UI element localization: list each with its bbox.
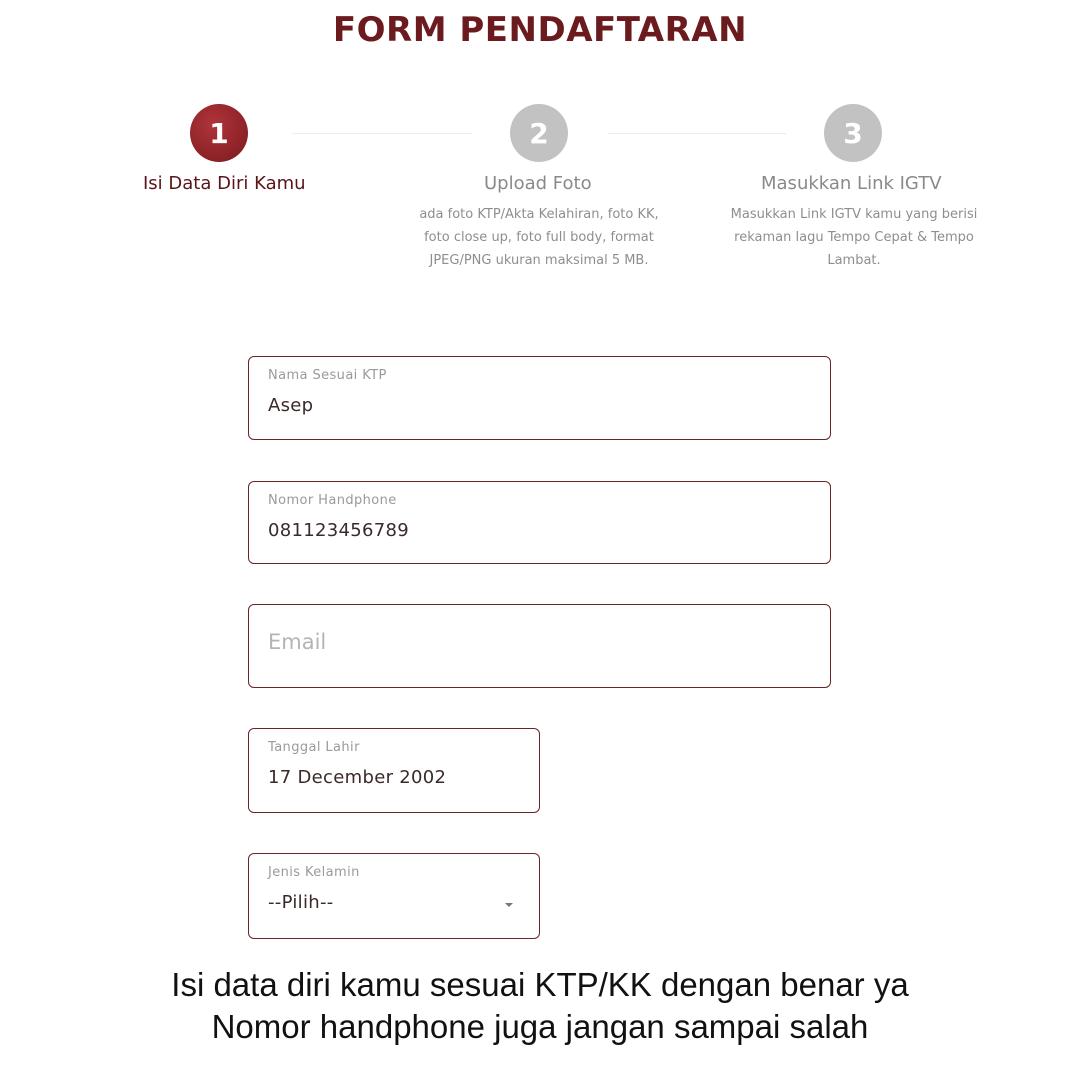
gender-select-value[interactable]: --Pilih--: [268, 892, 334, 913]
email-field[interactable]: [248, 604, 831, 688]
step-1-title: Isi Data Diri Kamu: [143, 173, 306, 194]
step-3-desc-line: Masukkan Link IGTV kamu yang berisi: [730, 207, 978, 222]
page-title: FORM PENDAFTARAN: [332, 10, 748, 50]
name-field-label: Nama Sesuai KTP: [268, 368, 387, 383]
step-2-desc-line: ada foto KTP/Akta Kelahiran, foto KK,: [419, 207, 659, 222]
step-1-circle[interactable]: 1: [190, 104, 248, 162]
gender-select[interactable]: [248, 853, 540, 939]
birthdate-field-value[interactable]: 17 December 2002: [268, 767, 447, 788]
phone-field-label: Nomor Handphone: [268, 493, 397, 508]
step-2-desc-line: JPEG/PNG ukuran maksimal 5 MB.: [429, 253, 649, 268]
caption-line-2: Nomor handphone juga jangan sampai salah: [211, 1008, 869, 1045]
step-2-circle[interactable]: 2: [510, 104, 568, 162]
name-field-value[interactable]: Asep: [268, 395, 314, 416]
step-connector-1: [292, 133, 472, 134]
email-field-placeholder[interactable]: Email: [268, 630, 327, 654]
step-2-description: [389, 203, 689, 272]
gender-select-label: Jenis Kelamin: [268, 865, 360, 880]
caption-line-1: Isi data diri kamu sesuai KTP/KK dengan benar ya: [171, 966, 909, 1003]
step-2-title: Upload Foto: [484, 173, 592, 194]
step-3-description: [704, 203, 1004, 272]
birthdate-field[interactable]: [248, 728, 540, 813]
step-3-title: Masukkan Link IGTV: [761, 173, 942, 194]
phone-field[interactable]: [248, 481, 831, 564]
step-3-desc-line: Lambat.: [827, 253, 881, 268]
phone-field-value[interactable]: 081123456789: [268, 520, 410, 541]
step-connector-2: [608, 133, 786, 134]
step-3-circle[interactable]: 3: [824, 104, 882, 162]
step-2-desc-line: foto close up, foto full body, format: [424, 230, 654, 245]
chevron-down-icon[interactable]: [505, 903, 513, 907]
birthdate-field-label: Tanggal Lahir: [268, 740, 360, 755]
step-3-desc-line: rekaman lagu Tempo Cepat & Tempo: [734, 230, 974, 245]
name-field[interactable]: [248, 356, 831, 440]
